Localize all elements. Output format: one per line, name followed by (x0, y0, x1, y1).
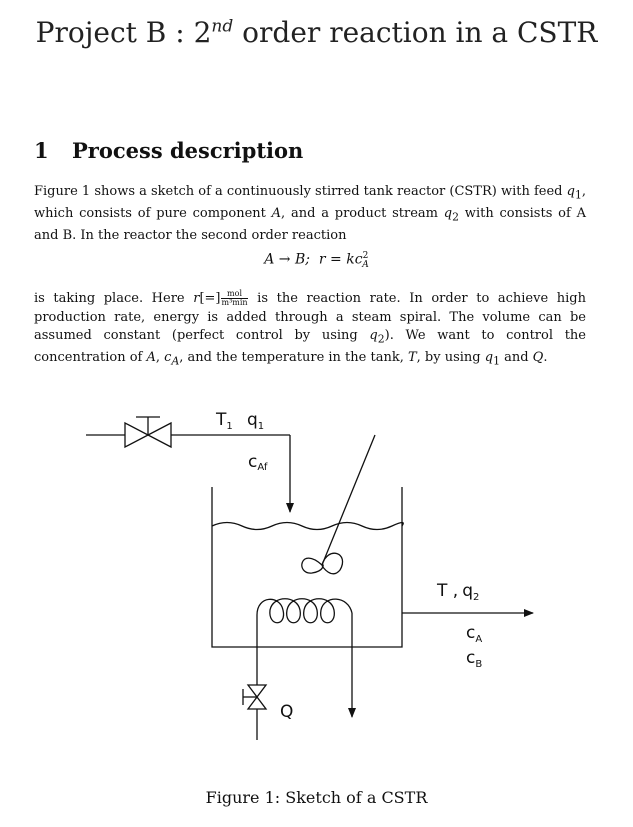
heat-input-label: Q (280, 702, 294, 722)
heating-coil-icon (257, 599, 352, 623)
section-title: Process description (72, 138, 304, 163)
reaction-equation: A → B; $r = kc^2_A$ (264, 251, 369, 271)
page-title: Project B : 2nd order reaction in a CSTR (35, 16, 598, 49)
feed-concentration-label: cAf (248, 452, 268, 473)
cstr-figure (0, 395, 633, 775)
paragraph-intro: Figure 1 shows a sketch of a continuously stirred tank reactor (CSTR) with feed $q_1$, which consists of pure component A, and a product stream $q_2$ with consists of A and B. In the reactor the second order reaction (34, 184, 586, 244)
tank-vessel (212, 487, 402, 647)
liquid-surface (212, 523, 403, 530)
stirrer-impeller-icon (302, 553, 343, 574)
outlet-concentration-b-label: $c_B$ (466, 648, 483, 670)
figure-caption: Figure 1: Sketch of a CSTR (205, 788, 428, 807)
outlet-temperature-label: T , $q_2$ (437, 581, 480, 603)
feed-temperature-label: $T_1$ (216, 410, 233, 432)
section-heading (34, 138, 303, 163)
outlet-concentration-a-label: $c_A$ (466, 623, 483, 645)
section-number: 1 (34, 138, 49, 163)
feed-flow-label: $q_1$ (247, 410, 265, 432)
rate-unit-fraction: $\frac{\text{mol}}{\text{m³min}}$ (221, 289, 248, 307)
cstr-diagram (0, 395, 633, 775)
paragraph-description: is taking place. Here r[=] $\frac{\text{mol}}{\text{m³min}}$ is the reaction rate. In order to achieve high production rate, energy is added through a steam spiral. The volume can be assumed constant (perfect control by using $q_2$). We want to control the concentration of A, $c_A$, and the temperature in the tank, T, by using $q_1$ and Q. (34, 289, 586, 368)
stirrer-shaft (322, 435, 375, 565)
